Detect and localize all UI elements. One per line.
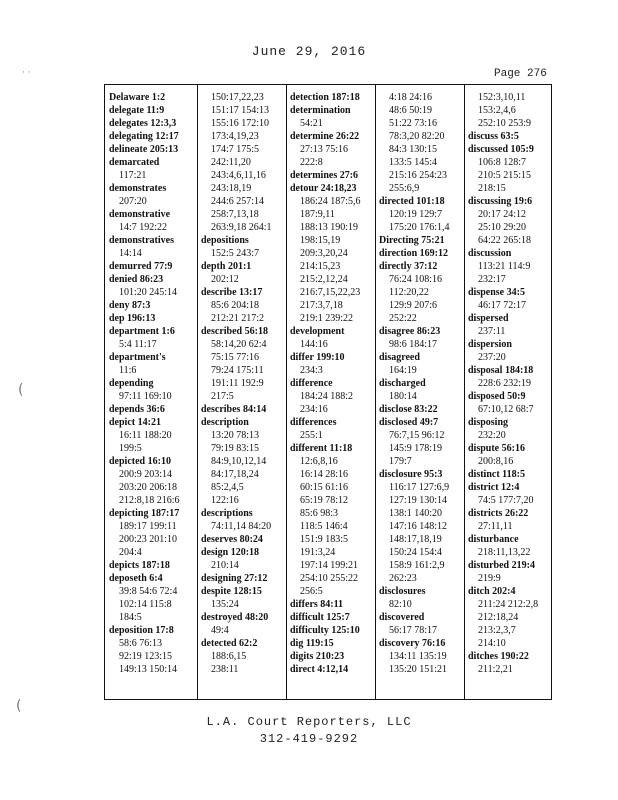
index-page-refs: 25:10 29:20 — [478, 222, 527, 233]
index-page-refs: 84:9,10,12,14 — [211, 456, 267, 467]
index-term: demonstratives — [109, 235, 174, 246]
index-page-refs: 151:9 183:5 — [300, 534, 349, 545]
index-page-refs: 149:13 150:14 — [119, 664, 178, 675]
index-term: direction 169:12 — [379, 248, 448, 259]
index-page-refs: 116:17 127:6,9 — [389, 482, 450, 493]
index-page-refs: 106:8 128:7 — [478, 157, 527, 168]
index-term: disturbance — [468, 534, 519, 545]
index-page-refs: 232:20 — [478, 430, 506, 441]
index-term: distinct 118:5 — [468, 469, 525, 480]
index-page-refs: 84:3 130:15 — [389, 144, 438, 155]
index-page-refs: 11:6 — [119, 365, 137, 376]
index-page-refs: 16:11 188:20 — [119, 430, 172, 441]
index-term: direct 4:12,14 — [290, 664, 349, 675]
index-term: detected 62:2 — [201, 638, 258, 649]
index-page-refs: 186:24 187:5,6 — [300, 196, 361, 207]
index-page-refs: 258:7,13,18 — [211, 209, 259, 220]
index-page-refs: 187:9,11 — [300, 209, 335, 220]
index-term: district 12:4 — [468, 482, 520, 493]
index-term: differences — [290, 417, 337, 428]
index-term: discussing 19:6 — [468, 196, 533, 207]
index-page-refs: 213:2,3,7 — [478, 625, 516, 636]
index-page-refs: 74:5 177:7,20 — [478, 495, 534, 506]
court-reporter-name: L.A. Court Reporters, LLC — [206, 715, 412, 729]
punch-hole-mark: ( — [18, 382, 24, 398]
index-page-refs: 255:1 — [300, 430, 323, 441]
index-term: determines 27:6 — [290, 170, 359, 181]
index-page-refs: 238:11 — [211, 664, 239, 675]
index-term: dispute 56:16 — [468, 443, 525, 454]
index-term: detour 24:18,23 — [290, 183, 357, 194]
index-page-refs: 244:6 257:14 — [211, 196, 265, 207]
index-term: depicts 187:18 — [109, 560, 170, 571]
index-page-refs: 135:20 151:21 — [389, 664, 448, 675]
index-term: disclosures — [379, 586, 426, 597]
index-column-1 — [109, 91, 193, 695]
index-page-refs: 200:9 203:14 — [119, 469, 173, 480]
index-page-refs: 219:9 — [478, 573, 501, 584]
index-term: Directing 75:21 — [379, 235, 445, 246]
index-term: department's — [109, 352, 166, 363]
index-page-refs: 214:10 — [478, 638, 506, 649]
index-page-refs: 13:20 78:13 — [211, 430, 260, 441]
index-page-refs: 200:8,16 — [478, 456, 514, 467]
index-page-refs: 84:17,18,24 — [211, 469, 259, 480]
index-page-refs: 158:9 161:2,9 — [389, 560, 445, 571]
index-page-refs: 67:10,12 68:7 — [478, 404, 534, 415]
index-term: disturbed 219:4 — [468, 560, 535, 571]
index-page-refs: 16:14 28:16 — [300, 469, 349, 480]
index-page-refs: 54:21 — [300, 118, 323, 129]
index-page-refs: 252:22 — [389, 313, 417, 324]
index-page-refs: 217:3,7,18 — [300, 300, 343, 311]
index-page-refs: 200:23 201:10 — [119, 534, 178, 545]
index-page-refs: 82:10 — [389, 599, 412, 610]
index-page-refs: 202:12 — [211, 274, 239, 285]
index-page-refs: 112:20,22 — [389, 287, 429, 298]
index-term: disagreed — [379, 352, 420, 363]
index-page-refs: 203:20 206:18 — [119, 482, 178, 493]
index-term: delegating 12:17 — [109, 131, 179, 142]
index-term: deny 87:3 — [109, 300, 151, 311]
index-term: describe 13:17 — [201, 287, 263, 298]
index-page-refs: 145:9 178:19 — [389, 443, 443, 454]
index-term: detection 187:18 — [290, 92, 360, 103]
index-term: dep 196:13 — [109, 313, 156, 324]
index-page-refs: 79:19 83:15 — [211, 443, 260, 454]
punch-hole-mark: ( — [16, 698, 22, 714]
index-page-refs: 150:24 154:4 — [389, 547, 443, 558]
index-term: disposal 184:18 — [468, 365, 534, 376]
index-page-refs: 179:7 — [389, 456, 412, 467]
index-page-refs: 188:6,15 — [211, 651, 247, 662]
index-page-refs: 191:11 192:9 — [211, 378, 264, 389]
index-term: depicting 187:17 — [109, 508, 180, 519]
index-term: design 120:18 — [201, 547, 260, 558]
index-column-2 — [201, 91, 285, 695]
index-page-refs: 133:5 145:4 — [389, 157, 438, 168]
index-term: disagree 86:23 — [379, 326, 441, 337]
index-page-refs: 64:22 265:18 — [478, 235, 532, 246]
index-page-refs: 214:15,23 — [300, 261, 341, 272]
index-page-refs: 174:7 175:5 — [211, 144, 260, 155]
index-page-refs: 151:17 154:13 — [211, 105, 270, 116]
index-term: disclose 83:22 — [379, 404, 438, 415]
index-page-refs: 212:21 217:2 — [211, 313, 265, 324]
index-page-refs: 242:11,20 — [211, 157, 251, 168]
index-term: demonstrates — [109, 183, 167, 194]
index-page-refs: 184:5 — [119, 612, 142, 623]
index-page-refs: 234:16 — [300, 404, 328, 415]
index-term: ditch 202:4 — [468, 586, 516, 597]
index-term: depict 14:21 — [109, 417, 161, 428]
index-page-refs: 135:24 — [211, 599, 239, 610]
index-page-refs: 232:17 — [478, 274, 506, 285]
index-term: dispersion — [468, 339, 512, 350]
index-page-refs: 147:16 148:12 — [389, 521, 448, 532]
index-term: directed 101:18 — [379, 196, 445, 207]
index-term: depends 36:6 — [109, 404, 165, 415]
index-page-refs: 164:19 — [389, 365, 417, 376]
index-term: development — [290, 326, 345, 337]
index-page-refs: 79:24 175:11 — [211, 365, 264, 376]
index-page-refs: 207:20 — [119, 196, 147, 207]
index-page-refs: 180:14 — [389, 391, 417, 402]
index-term: described 56:18 — [201, 326, 268, 337]
index-term: disclosure 95:3 — [379, 469, 443, 480]
index-page-refs: 252:10 253:9 — [478, 118, 532, 129]
page-number: Page 276 — [494, 68, 547, 80]
index-term: depositions — [201, 235, 249, 246]
index-page-refs: 117:21 — [119, 170, 147, 181]
index-page-refs: 60:15 61:16 — [300, 482, 349, 493]
index-term: determination — [290, 105, 351, 116]
index-term: department 1:6 — [109, 326, 175, 337]
court-reporter-phone: 312-419-9292 — [259, 732, 359, 746]
index-page-refs: 175:20 176:1,4 — [389, 222, 450, 233]
index-term: delegate 11:9 — [109, 105, 165, 116]
index-page-refs: 76:24 108:16 — [389, 274, 443, 285]
index-page-refs: 234:3 — [300, 365, 323, 376]
index-page-refs: 212:8,18 216:6 — [119, 495, 180, 506]
index-term: despite 128:15 — [201, 586, 262, 597]
index-term: difficult 125:7 — [290, 612, 350, 623]
index-page-refs: 74:11,14 84:20 — [211, 521, 272, 532]
index-page-refs: 243:4,6,11,16 — [211, 170, 266, 181]
index-column-3 — [290, 91, 374, 695]
index-page-refs: 85:6 204:18 — [211, 300, 260, 311]
index-term: discussion — [468, 248, 512, 259]
index-page-refs: 12:6,8,16 — [300, 456, 338, 467]
index-page-refs: 27:11,11 — [478, 521, 513, 532]
index-page-refs: 212:18,24 — [478, 612, 519, 623]
index-term: districts 26:22 — [468, 508, 529, 519]
index-page-refs: 211:2,21 — [478, 664, 513, 675]
index-page-refs: 218:11,13,22 — [478, 547, 531, 558]
index-page-refs: 148:17,18,19 — [389, 534, 442, 545]
index-page-refs: 262:23 — [389, 573, 417, 584]
index-page-refs: 256:5 — [300, 586, 323, 597]
index-page-refs: 58:14,20 62:4 — [211, 339, 267, 350]
index-page-refs: 129:9 207:6 — [389, 300, 438, 311]
index-term: denied 86:23 — [109, 274, 164, 285]
index-term: deserves 80:24 — [201, 534, 263, 545]
index-page-refs: 152:5 243:7 — [211, 248, 260, 259]
transcript-date: June 29, 2016 — [251, 44, 367, 59]
index-page-refs: 188:13 190:19 — [300, 222, 359, 233]
index-term: demurred 77:9 — [109, 261, 173, 272]
index-page-refs: 237:11 — [478, 326, 506, 337]
index-page-refs: 144:16 — [300, 339, 328, 350]
index-term: different 11:18 — [290, 443, 353, 454]
index-page-refs: 184:24 188:2 — [300, 391, 354, 402]
index-term: digits 210:23 — [290, 651, 345, 662]
index-page-refs: 5:4 11:17 — [119, 339, 157, 350]
index-page-refs: 78:3,20 82:20 — [389, 131, 445, 142]
index-term: destroyed 48:20 — [201, 612, 269, 623]
index-term: differs 84:11 — [290, 599, 344, 610]
index-term: discharged — [379, 378, 426, 389]
index-page-refs: 46:17 72:17 — [478, 300, 527, 311]
index-page-refs: 65:19 78:12 — [300, 495, 349, 506]
index-term: descriptions — [201, 508, 253, 519]
column-divider — [286, 85, 287, 699]
index-page-refs: 48:6 50:19 — [389, 105, 433, 116]
index-page-refs: 191:3,24 — [300, 547, 336, 558]
index-page-refs: 4:18 24:16 — [389, 92, 433, 103]
index-page-refs: 113:21 114:9 — [478, 261, 531, 272]
index-page-refs: 197:14 199:21 — [300, 560, 359, 571]
index-page-refs: 85:6 98:3 — [300, 508, 339, 519]
index-page-refs: 198:15,19 — [300, 235, 341, 246]
index-term: deposition 17:8 — [109, 625, 174, 636]
index-term: disposing — [468, 417, 509, 428]
index-page-refs: 14:7 192:22 — [119, 222, 168, 233]
index-term: depending — [109, 378, 154, 389]
index-page-refs: 255:6,9 — [389, 183, 420, 194]
index-term: determine 26:22 — [290, 131, 360, 142]
index-term: directly 37:12 — [379, 261, 438, 272]
index-page-refs: 222:8 — [300, 157, 323, 168]
index-term: dispersed — [468, 313, 509, 324]
index-term: description — [201, 417, 249, 428]
index-term: demarcated — [109, 157, 160, 168]
index-term: delineate 205:13 — [109, 144, 179, 155]
index-page-refs: 122:16 — [211, 495, 239, 506]
index-page-refs: 102:14 115:8 — [119, 599, 172, 610]
index-page-refs: 134:11 135:19 — [389, 651, 447, 662]
index-page-refs: 153:2,4,6 — [478, 105, 516, 116]
index-term: dispense 34:5 — [468, 287, 525, 298]
column-divider — [375, 85, 376, 699]
index-page-refs: 85:2,4,5 — [211, 482, 244, 493]
index-term: delegates 12:3,3 — [109, 118, 177, 129]
index-page-refs: 263:9,18 264:1 — [211, 222, 272, 233]
index-term: ditches 190:22 — [468, 651, 529, 662]
index-page-refs: 101:20 245:14 — [119, 287, 178, 298]
index-term: disclosed 49:7 — [379, 417, 439, 428]
index-term: discovered — [379, 612, 425, 623]
index-page-refs: 56:17 78:17 — [389, 625, 438, 636]
index-page-refs: 58:6 76:13 — [119, 638, 163, 649]
index-page-refs: 138:1 140:20 — [389, 508, 443, 519]
index-term: demonstrative — [109, 209, 171, 220]
index-page-refs: 49:4 — [211, 625, 229, 636]
column-divider — [464, 85, 465, 699]
index-column-4 — [379, 91, 463, 695]
index-page-refs: 127:19 130:14 — [389, 495, 448, 506]
index-page-refs: 39:8 54:6 72:4 — [119, 586, 178, 597]
index-term: describes 84:14 — [201, 404, 267, 415]
index-page-refs: 217:5 — [211, 391, 234, 402]
index-term: deposeth 6:4 — [109, 573, 163, 584]
index-page-refs: 92:19 123:15 — [119, 651, 173, 662]
index-term: depth 201:1 — [201, 261, 252, 272]
index-page-refs: 254:10 255:22 — [300, 573, 359, 584]
index-page-refs: 204:4 — [119, 547, 142, 558]
index-term: discussed 105:9 — [468, 144, 534, 155]
index-term: discuss 63:5 — [468, 131, 519, 142]
index-term: differ 199:10 — [290, 352, 345, 363]
index-page-refs: 51:22 73:16 — [389, 118, 438, 129]
index-page-refs: 210:14 — [211, 560, 239, 571]
index-page-refs: 216:7,15,22,23 — [300, 287, 361, 298]
index-page-refs: 155:16 172:10 — [211, 118, 270, 129]
index-page-refs: 97:11 169:10 — [119, 391, 172, 402]
index-page-refs: 215:2,12,24 — [300, 274, 348, 285]
index-page-refs: 20:17 24:12 — [478, 209, 527, 220]
index-page-refs: 120:19 129:7 — [389, 209, 443, 220]
index-page-refs: 209:3,20,24 — [300, 248, 348, 259]
index-table — [104, 84, 552, 700]
index-term: discovery 76:16 — [379, 638, 446, 649]
index-term: difference — [290, 378, 333, 389]
index-page-refs: 14:14 — [119, 248, 142, 259]
index-page-refs: 210:5 215:15 — [478, 170, 532, 181]
index-page-refs: 199:5 — [119, 443, 142, 454]
index-page-refs: 76:7,15 96:12 — [389, 430, 445, 441]
index-term: disposed 50:9 — [468, 391, 526, 402]
index-page-refs: 215:16 254:23 — [389, 170, 448, 181]
index-page-refs: 243:18,19 — [211, 183, 252, 194]
index-page-refs: 219:1 239:22 — [300, 313, 354, 324]
index-page-refs: 118:5 146:4 — [300, 521, 348, 532]
index-page-refs: 75:15 77:16 — [211, 352, 260, 363]
scan-speck: · · — [22, 68, 31, 78]
index-page-refs: 150:17,22,23 — [211, 92, 264, 103]
index-page-refs: 218:15 — [478, 183, 506, 194]
index-page-refs: 237:20 — [478, 352, 506, 363]
index-page-refs: 152:3,10,11 — [478, 92, 526, 103]
index-page-refs: 228:6 232:19 — [478, 378, 532, 389]
index-term: depicted 16:10 — [109, 456, 171, 467]
index-term: designing 27:12 — [201, 573, 268, 584]
index-page-refs: 98:6 184:17 — [389, 339, 438, 350]
index-page-refs: 211:24 212:2,8 — [478, 599, 539, 610]
column-divider — [197, 85, 198, 699]
index-page-refs: 173:4,19,23 — [211, 131, 259, 142]
index-term: Delaware 1:2 — [109, 92, 166, 103]
index-term: dig 119:15 — [290, 638, 334, 649]
index-page-refs: 27:13 75:16 — [300, 144, 349, 155]
index-column-5 — [468, 91, 552, 695]
index-page-refs: 189:17 199:11 — [119, 521, 177, 532]
index-term: difficulty 125:10 — [290, 625, 360, 636]
